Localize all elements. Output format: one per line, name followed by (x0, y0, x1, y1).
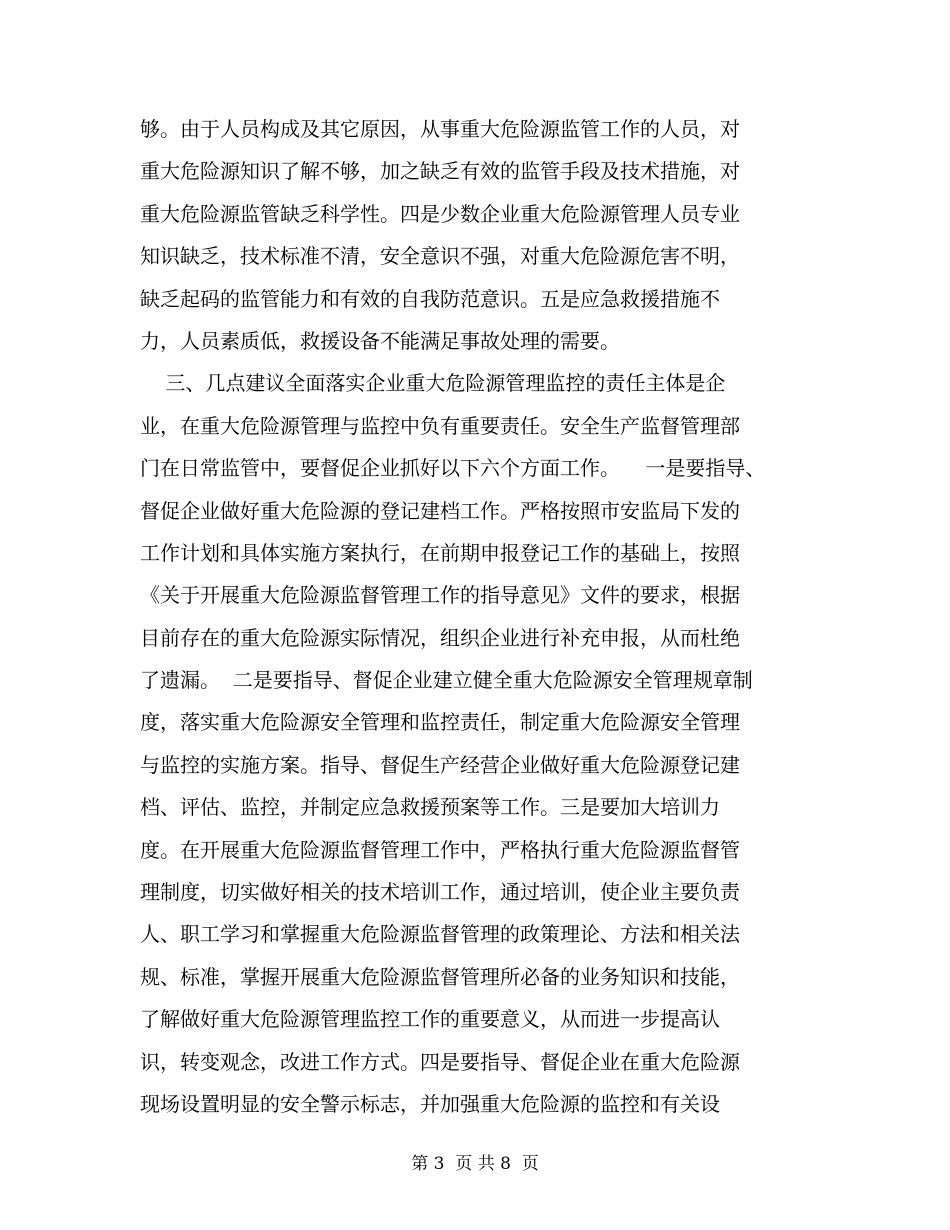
text-line: 督促企业做好重大危险源的登记建档工作。严格按照市安监局下发的 (140, 498, 740, 523)
text-line: 规、标准，掌握开展重大危险源监督管理所必备的业务知识和技能， (140, 964, 740, 989)
text-line: 人、职工学习和掌握重大危险源监督管理的政策理论、方法和相关法 (140, 922, 740, 947)
text-line: 档、评估、监控，并制定应急救援预案等工作。三是要加大培训力 (140, 795, 720, 820)
page-number-footer: 第 3 页 共 8 页 (411, 1154, 539, 1174)
text-line: 度，落实重大危险源安全管理和监控责任，制定重大危险源安全管理 (140, 710, 740, 735)
text-line: 目前存在的重大危险源实际情况，组织企业进行补充申报，从而杜绝 (140, 625, 740, 650)
text-line: 工作计划和具体实施方案执行，在前期申报登记工作的基础上，按照 (140, 540, 740, 565)
text-line: 《关于开展重大危险源监督管理工作的指导意见》文件的要求，根据 (140, 583, 740, 608)
text-line: 现场设置明显的安全警示标志，并加强重大危险源的监控和有关设 (140, 1091, 720, 1116)
text-line: 力，人员素质低，救援设备不能满足事故处理的需要。 (140, 328, 620, 353)
text-line: 了解做好重大危险源管理监控工作的重要意义，从而进一步提高认 (140, 1007, 720, 1032)
text-line: 业，在重大危险源管理与监控中负有重要责任。安全生产监督管理部 (140, 413, 740, 438)
text-line: 门在日常监管中，要督促企业抓好以下六个方面工作。 一是要指导、 (140, 456, 766, 481)
text-line: 与监控的实施方案。指导、督促生产经营企业做好重大危险源登记建 (140, 752, 740, 777)
text-line: 理制度，切实做好相关的技术培训工作，通过培训，使企业主要负责 (140, 880, 740, 905)
text-line: 重大危险源监管缺乏科学性。四是少数企业重大危险源管理人员专业 (140, 201, 740, 226)
text-line: 识，转变观念，改进工作方式。四是要指导、督促企业在重大危险源 (140, 1049, 740, 1074)
text-line: 度。在开展重大危险源监督管理工作中，严格执行重大危险源监督管 (140, 837, 740, 862)
text-line: 重大危险源知识了解不够，加之缺乏有效的监管手段及技术措施，对 (140, 159, 740, 184)
text-line: 知识缺乏，技术标准不清，安全意识不强，对重大危险源危害不明， (140, 244, 740, 269)
body-text (140, 108, 820, 1125)
text-line: 了遗漏。 二是要指导、督促企业建立健全重大危险源安全管理规章制 (140, 668, 753, 693)
text-line: 够。由于人员构成及其它原因，从事重大危险源监管工作的人员，对 (140, 117, 740, 141)
text-line: 缺乏起码的监管能力和有效的自我防范意识。五是应急救援措施不 (140, 286, 720, 311)
text-line: 三、几点建议全面落实企业重大危险源管理监控的责任主体是企 (140, 371, 726, 396)
